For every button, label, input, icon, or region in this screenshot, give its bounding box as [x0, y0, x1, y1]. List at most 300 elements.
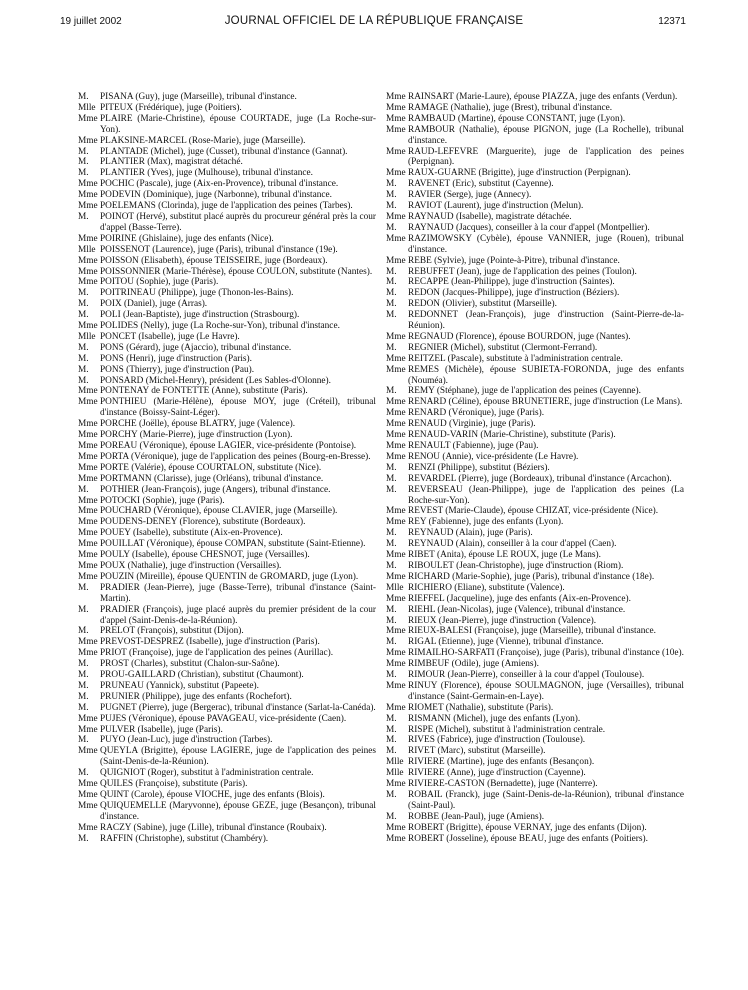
list-item — [78, 234, 376, 245]
entry-text: PORTE (Valérie), épouse COURTALON, substitute (Nice). — [100, 462, 322, 473]
civility: Mme — [386, 571, 406, 582]
civility: Mme — [386, 451, 406, 462]
list-item — [78, 147, 376, 158]
entry-text: RENAULT (Fabienne), juge (Pau). — [408, 441, 539, 451]
civility: Mme — [78, 201, 98, 212]
list-item — [386, 834, 684, 845]
list-item — [386, 528, 684, 539]
list-item — [386, 757, 684, 768]
list-item — [386, 310, 684, 332]
list-item — [78, 288, 376, 299]
entry-text: PRELOT (François), substitut (Dijon). — [100, 626, 244, 637]
civility: Mlle — [78, 244, 96, 255]
list-item — [78, 321, 376, 332]
entry-text: RAUX-GUARNE (Brigitte), juge d'instruction (Perpignan). — [408, 168, 631, 179]
list-item — [386, 539, 684, 550]
list-item — [386, 605, 684, 616]
list-item — [386, 408, 684, 419]
right-column — [386, 92, 684, 845]
civility: Mme — [78, 724, 98, 735]
civility: Mme — [78, 430, 98, 441]
list-item — [386, 125, 684, 147]
entry-text: RENAUD-VARIN (Marie-Christine), substitute (Paris). — [408, 430, 616, 441]
entry-text: PISANA (Guy), juge (Marseille), tribunal d'instance. — [100, 92, 297, 102]
list-item — [386, 714, 684, 725]
list-item — [78, 179, 376, 190]
civility: Mme — [78, 386, 98, 397]
entry-text: PRADIER (François), juge placé auprès du premier président de la cour d'appel (Saint-Denis-de-la-Réunion). — [100, 604, 376, 626]
list-item — [78, 452, 376, 463]
civility: M. — [386, 735, 397, 746]
civility: M. — [386, 266, 397, 277]
list-item — [386, 670, 684, 681]
civility: Mme — [78, 528, 98, 539]
civility: Mme — [386, 506, 406, 517]
list-item — [386, 223, 684, 234]
civility: M. — [78, 92, 89, 102]
civility: M. — [78, 157, 89, 168]
civility: Mme — [386, 92, 406, 102]
civility: M. — [78, 691, 89, 702]
entry-text: REVEST (Marie-Claude), épouse CHIZAT, vice-présidente (Nice). — [408, 506, 659, 517]
entry-text: PODEVIN (Dominique), juge (Narbonne), tribunal d'instance. — [100, 190, 332, 201]
entry-text: POTHIER (Jean-François), juge (Angers), tribunal d'instance. — [100, 484, 331, 495]
civility: M. — [386, 462, 397, 473]
civility: Mme — [78, 233, 98, 244]
civility: Mme — [386, 833, 406, 844]
list-item — [386, 463, 684, 474]
civility: M. — [386, 222, 397, 233]
civility: Mlle — [386, 757, 404, 768]
civility: M. — [386, 310, 397, 321]
list-item — [386, 212, 684, 223]
list-item — [78, 441, 376, 452]
entry-text: QUIQUEMELLE (Maryvonne), épouse GEZE, juge (Besançon), tribunal d'instance. — [100, 800, 376, 822]
entry-text: PLAIRE (Marie-Christine), épouse COURTADE, juge (La Roche-sur-Yon). — [100, 113, 376, 135]
civility: Mme — [386, 331, 406, 342]
civility: Mme — [78, 539, 98, 550]
list-item — [386, 779, 684, 790]
civility: Mme — [78, 277, 98, 288]
civility: M. — [78, 604, 89, 615]
entry-text: PROU-GAILLARD (Christian), substitut (Chaumont). — [100, 670, 304, 681]
civility: Mme — [386, 441, 406, 451]
civility: Mme — [78, 321, 98, 332]
list-item — [78, 539, 376, 550]
entry-text: RIMOUR (Jean-Pierre), conseiller à la cour d'appel (Toulouse). — [408, 670, 645, 681]
civility: Mme — [78, 190, 98, 201]
entry-text: POISSONNIER (Marie-Thérèse), épouse COULON, substitute (Nantes). — [100, 266, 373, 277]
civility: Mme — [78, 179, 98, 190]
list-item — [78, 605, 376, 627]
list-item — [386, 147, 684, 169]
entry-text: PLAKSINE-MARCEL (Rose-Marie), juge (Marseille). — [100, 135, 306, 146]
entry-text: PULVER (Isabelle), juge (Paris). — [100, 724, 223, 735]
entry-text: RIEHL (Jean-Nicolas), juge (Valence), tribunal d'instance. — [408, 604, 626, 615]
civility: M. — [78, 659, 89, 670]
civility: Mme — [78, 473, 98, 484]
civility: M. — [78, 342, 89, 353]
entry-text: RAVENET (Eric), substitut (Cayenne). — [408, 179, 554, 190]
civility: M. — [78, 626, 89, 637]
civility: M. — [78, 288, 89, 299]
entry-text: REDON (Jacques-Philippe), juge d'instruction (Béziers). — [408, 288, 620, 299]
list-item — [78, 834, 376, 845]
civility: Mme — [78, 550, 98, 561]
entry-text: POREAU (Véronique), épouse LAGIER, vice-présidente (Pontoise). — [100, 441, 357, 451]
entry-text: RIEUX (Jean-Pierre), juge d'instruction (Valence). — [408, 615, 597, 626]
civility: Mme — [78, 495, 98, 506]
entry-text: QUEYLA (Brigitte), épouse LAGIERE, juge de l'application des peines (Saint-Denis-de-la-Réunion). — [100, 746, 376, 768]
list-item — [386, 746, 684, 757]
civility: M. — [78, 680, 89, 691]
civility: Mme — [386, 680, 406, 691]
entry-text: POITRINEAU (Philippe), juge (Thonon-les-Bains). — [100, 288, 294, 299]
list-item — [78, 354, 376, 365]
entry-text: POTOCKI (Sophie), juge (Paris). — [100, 495, 225, 506]
entry-text: ROBBE (Jean-Paul), juge (Amiens). — [408, 811, 545, 822]
list-item — [386, 485, 684, 507]
list-item — [386, 419, 684, 430]
entry-text: PUJES (Véronique), épouse PAVAGEAU, vice-présidente (Caen). — [100, 713, 347, 724]
civility: Mme — [78, 441, 98, 451]
civility: M. — [386, 473, 397, 484]
list-item — [78, 506, 376, 517]
civility: Mme — [78, 560, 98, 571]
civility: Mme — [78, 419, 98, 430]
entry-text: RAMBOUR (Nathalie), épouse PIGNON, juge (La Rochelle), tribunal d'instance. — [408, 124, 684, 146]
list-item — [386, 354, 684, 365]
civility: M. — [78, 211, 89, 222]
list-item — [78, 779, 376, 790]
civility: M. — [78, 670, 89, 681]
civility: M. — [386, 713, 397, 724]
list-item — [78, 168, 376, 179]
civility: M. — [78, 735, 89, 746]
entry-text: POIX (Daniel), juge (Arras). — [100, 299, 208, 310]
entry-text: POUX (Nathalie), juge d'instruction (Versailles). — [100, 560, 282, 571]
list-item — [386, 234, 684, 256]
civility: M. — [78, 484, 89, 495]
list-item — [386, 550, 684, 561]
entry-text: RAYNAUD (Isabelle), magistrate détachée. — [408, 211, 572, 222]
list-item — [386, 365, 684, 387]
entry-text: RIEUX-BALESI (Françoise), juge (Marseille), tribunal d'instance. — [408, 626, 656, 637]
civility: M. — [78, 364, 89, 375]
list-item — [78, 517, 376, 528]
civility: Mme — [386, 702, 406, 713]
page-header — [0, 0, 748, 40]
list-item — [386, 386, 684, 397]
entry-text: RAUD-LEFEVRE (Marguerite), juge de l'application des peines (Perpignan). — [408, 146, 684, 168]
list-item — [78, 670, 376, 681]
list-item — [78, 310, 376, 321]
civility: Mme — [386, 659, 406, 670]
list-item — [78, 637, 376, 648]
list-item — [386, 430, 684, 441]
civility: Mme — [386, 233, 406, 244]
civility: M. — [78, 702, 89, 713]
entry-text: REBE (Sylvie), juge (Pointe-à-Pitre), tribunal d'instance. — [408, 255, 620, 266]
entry-text: RIVIERE (Anne), juge d'instruction (Cayenne). — [408, 768, 586, 779]
entry-text: RIGAL (Etienne), juge (Vienne), tribunal d'instance. — [408, 637, 604, 648]
civility: M. — [386, 277, 397, 288]
civility: M. — [386, 528, 397, 539]
list-item — [78, 267, 376, 278]
list-item — [386, 637, 684, 648]
list-item — [78, 572, 376, 583]
civility: Mme — [78, 462, 98, 473]
list-item — [78, 419, 376, 430]
list-item — [386, 725, 684, 736]
entry-text: PONSARD (Michel-Henry), président (Les Sables-d'Olonne). — [100, 375, 331, 386]
list-item — [386, 648, 684, 659]
civility: M. — [386, 201, 397, 212]
entry-text: PONTHIEU (Marie-Hélène), épouse MOY, juge (Créteil), tribunal d'instance (Boissy-Saint-Léger). — [100, 397, 376, 419]
list-item — [78, 430, 376, 441]
list-item — [386, 92, 684, 103]
list-item — [78, 114, 376, 136]
entry-text: PRADIER (Jean-Pierre), juge (Basse-Terre), tribunal d'instance (Saint-Martin). — [100, 582, 376, 604]
list-item — [78, 332, 376, 343]
civility: Mme — [386, 364, 406, 375]
civility: Mme — [78, 822, 98, 833]
entry-text: POUEY (Isabelle), substitute (Aix-en-Provence). — [100, 528, 283, 539]
civility: M. — [78, 168, 89, 179]
journal-title: JOURNAL OFFICIEL DE LA RÉPUBLIQUE FRANÇAISE — [224, 15, 524, 27]
entry-text: PONS (Gérard), juge (Ajaccio), tribunal d'instance. — [100, 342, 292, 353]
entry-text: RENARD (Véronique), juge (Paris). — [408, 408, 545, 419]
civility: M. — [386, 560, 397, 571]
list-item — [386, 790, 684, 812]
list-item — [78, 474, 376, 485]
entry-text: PROST (Charles), substitut (Chalon-sur-Saône). — [100, 659, 280, 670]
list-item — [78, 277, 376, 288]
civility: Mme — [386, 146, 406, 157]
entry-text: POLI (Jean-Baptiste), juge d'instruction (Strasbourg). — [100, 310, 300, 321]
page-number: 12371 — [658, 16, 686, 27]
entry-text: REY (Fabienne), juge des enfants (Lyon). — [408, 517, 564, 528]
civility: Mme — [386, 550, 406, 561]
civility: M. — [78, 768, 89, 779]
entry-text: RAVIOT (Laurent), juge d'instruction (Melun). — [408, 201, 584, 212]
list-item — [386, 299, 684, 310]
civility: Mme — [78, 517, 98, 528]
entry-text: REYNAUD (Alain), conseiller à la cour d'appel (Caen). — [408, 539, 617, 550]
civility: M. — [386, 484, 397, 495]
entry-text: POISSON (Elisabeth), épouse TEISSEIRE, juge (Bordeaux). — [100, 255, 328, 266]
civility: Mme — [78, 255, 98, 266]
civility: M. — [386, 299, 397, 310]
entry-text: RENARD (Céline), épouse BRUNETIERE, juge d'instruction (Le Mans). — [408, 397, 683, 408]
list-item — [78, 136, 376, 147]
civility: Mlle — [386, 582, 404, 593]
list-item — [386, 517, 684, 528]
entry-text: RIVIERE (Martine), juge des enfants (Besançon). — [408, 757, 595, 768]
civility: Mme — [386, 517, 406, 528]
entry-text: REYNAUD (Alain), juge (Paris). — [408, 528, 533, 539]
list-item — [386, 812, 684, 823]
civility: Mme — [386, 626, 406, 637]
list-item — [386, 288, 684, 299]
entry-text: REMES (Michèle), épouse SUBIETA-FORONDA, juge des enfants (Nouméa). — [408, 364, 684, 386]
list-item — [386, 277, 684, 288]
list-item — [78, 561, 376, 572]
list-item — [386, 561, 684, 572]
list-item — [78, 463, 376, 474]
list-item — [78, 768, 376, 779]
entry-text: REVARDEL (Pierre), juge (Bordeaux), tribunal d'instance (Arcachon). — [408, 473, 672, 484]
entry-text: RIBOULET (Jean-Christophe), juge d'instruction (Riom). — [408, 560, 624, 571]
entry-text: ROBAIL (Franck), juge (Saint-Denis-de-la-Réunion), tribunal d'instance (Saint-Paul). — [408, 790, 684, 811]
civility: M. — [78, 582, 89, 593]
list-item — [78, 801, 376, 823]
civility: M. — [386, 811, 397, 822]
entry-text: RENZI (Philippe), substitut (Béziers). — [408, 462, 550, 473]
civility: Mlle — [78, 331, 96, 342]
civility: Mme — [386, 593, 406, 604]
civility: Mme — [78, 266, 98, 277]
list-item — [78, 212, 376, 234]
entry-text: PONTENAY de FONTETTE (Anne), substitute (Paris). — [100, 386, 308, 397]
list-item — [386, 103, 684, 114]
entry-text: REBUFFET (Jean), juge de l'application des peines (Toulon). — [408, 266, 637, 277]
civility: Mlle — [78, 102, 96, 113]
list-item — [78, 626, 376, 637]
entry-text: RIBET (Anita), épouse LE ROUX, juge (Le Mans). — [408, 550, 601, 561]
entry-text: RENOU (Annie), vice-présidente (Le Havre). — [408, 451, 579, 462]
civility: Mme — [386, 168, 406, 179]
entry-text: POCHIC (Pascale), juge (Aix-en-Provence), tribunal d'instance. — [100, 179, 339, 190]
list-item — [386, 594, 684, 605]
list-item — [386, 681, 684, 703]
entry-text: PUGNET (Pierre), juge (Bergerac), tribunal d'instance (Sarlat-la-Canéda). — [100, 702, 376, 713]
civility: Mme — [386, 102, 406, 113]
civility: M. — [386, 604, 397, 615]
list-item — [78, 528, 376, 539]
entry-text: RIOMET (Nathalie), substitute (Paris). — [408, 702, 554, 713]
civility: M. — [78, 299, 89, 310]
entry-text: RENAUD (Virginie), juge (Paris). — [408, 419, 536, 430]
civility: M. — [386, 342, 397, 353]
civility: Mme — [386, 124, 406, 135]
entry-text: ROBERT (Brigitte), épouse VERNAY, juge des enfants (Dijon). — [408, 822, 647, 833]
left-column — [78, 92, 376, 845]
list-item — [386, 572, 684, 583]
entry-text: REDON (Olivier), substitut (Marseille). — [408, 299, 557, 310]
entry-text: POINOT (Hervé), substitut placé auprès du procureur général près la cour d'appel (Basse-Terre). — [100, 211, 376, 233]
civility: M. — [386, 615, 397, 626]
entry-text: QUIGNIOT (Roger), substitut à l'administration centrale. — [100, 768, 314, 779]
list-item — [78, 343, 376, 354]
entry-text: PRIOT (Françoise), juge de l'application des peines (Aurillac). — [100, 648, 334, 659]
list-item — [386, 735, 684, 746]
civility: M. — [78, 146, 89, 157]
list-item — [386, 114, 684, 125]
entry-text: POLIDES (Nelly), juge (La Roche-sur-Yon), tribunal d'instance. — [100, 321, 340, 332]
entry-text: RAFFIN (Christophe), substitut (Chambéry). — [100, 833, 269, 844]
list-item — [78, 692, 376, 703]
civility: Mme — [386, 419, 406, 430]
entry-text: RAZIMOWSKY (Cybèle), épouse VANNIER, juge (Rouen), tribunal d'instance. — [408, 233, 684, 255]
list-item — [78, 583, 376, 605]
civility: M. — [386, 746, 397, 757]
list-item — [78, 92, 376, 103]
civility: Mme — [78, 397, 98, 408]
civility: Mme — [386, 430, 406, 441]
list-item — [386, 823, 684, 834]
entry-text: ROBERT (Josseline), épouse BEAU, juge des enfants (Poitiers). — [408, 833, 648, 844]
list-item — [386, 474, 684, 485]
civility: Mme — [386, 353, 406, 364]
list-item — [78, 703, 376, 714]
entry-text: RAINSART (Marie-Laure), épouse PIAZZA, juge des enfants (Verdun). — [408, 92, 678, 102]
list-item — [78, 550, 376, 561]
entry-text: PORCHE (Joëlle), épouse BLATRY, juge (Valence). — [100, 419, 296, 430]
entry-text: POISSENOT (Laurence), juge (Paris), tribunal d'instance (19e). — [100, 244, 338, 255]
entry-text: RAMBAUD (Martine), épouse CONSTANT, juge (Lyon). — [408, 113, 626, 124]
list-item — [78, 299, 376, 310]
entry-text: POIRINE (Ghislaine), juge des enfants (Nice). — [100, 233, 274, 244]
entry-text: RIVES (Fabrice), juge d'instruction (Toulouse). — [408, 735, 586, 746]
civility: Mme — [78, 135, 98, 146]
civility: M. — [386, 670, 397, 681]
civility: Mme — [78, 648, 98, 659]
civility: Mme — [78, 779, 98, 790]
civility: Mme — [386, 822, 406, 833]
civility: M. — [386, 539, 397, 550]
civility: Mme — [78, 506, 98, 517]
entry-text: POUDENS-DENEY (Florence), substitute (Bordeaux). — [100, 517, 306, 528]
civility: M. — [386, 179, 397, 190]
civility: Mme — [386, 255, 406, 266]
issue-date: 19 juillet 2002 — [60, 16, 122, 27]
entry-text: RICHARD (Marie-Sophie), juge (Paris), tribunal d'instance (18e). — [408, 571, 655, 582]
list-item — [386, 626, 684, 637]
entry-text: PONS (Thierry), juge d'instruction (Pau). — [100, 364, 255, 375]
entry-text: PORCHY (Marie-Pierre), juge d'instruction (Lyon). — [100, 430, 293, 441]
list-item — [78, 103, 376, 114]
list-item — [78, 681, 376, 692]
list-item — [386, 616, 684, 627]
entry-text: REMY (Stéphane), juge de l'application des peines (Cayenne). — [408, 386, 641, 397]
entry-text: RINUY (Florence), épouse SOULMAGNON, juge (Versailles), tribunal d'instance (Saint-Germain-en-Laye). — [408, 680, 684, 702]
list-item — [386, 256, 684, 267]
entry-text: PRUNEAU (Yannick), substitut (Papeete). — [100, 680, 259, 691]
entry-text: QUILES (Françoise), substitute (Paris). — [100, 779, 248, 790]
civility: M. — [78, 375, 89, 386]
entry-text: QUINT (Carole), épouse VIOCHE, juge des enfants (Blois). — [100, 790, 325, 800]
entry-text: RIVET (Marc), substitut (Marseille). — [408, 746, 546, 757]
list-item — [78, 746, 376, 768]
list-item — [78, 485, 376, 496]
civility: M. — [78, 833, 89, 844]
entry-text: PORTA (Véronique), juge de l'application des peines (Bourg-en-Bresse). — [100, 451, 371, 462]
civility: Mme — [78, 800, 98, 811]
list-item — [78, 790, 376, 801]
entry-text: RECAPPE (Jean-Philippe), juge d'instruction (Saintes). — [408, 277, 615, 288]
list-item — [78, 245, 376, 256]
civility: M. — [386, 724, 397, 735]
civility: Mme — [386, 397, 406, 408]
entry-text: PREVOST-DESPREZ (Isabelle), juge d'instruction (Paris). — [100, 637, 320, 648]
list-item — [386, 768, 684, 779]
entry-text: POELEMANS (Clorinda), juge de l'application des peines (Tarbes). — [100, 201, 353, 212]
list-item — [386, 201, 684, 212]
list-item — [386, 583, 684, 594]
entry-text: PORTMANN (Clarisse), juge (Orléans), tribunal d'instance. — [100, 473, 324, 484]
list-item — [78, 735, 376, 746]
